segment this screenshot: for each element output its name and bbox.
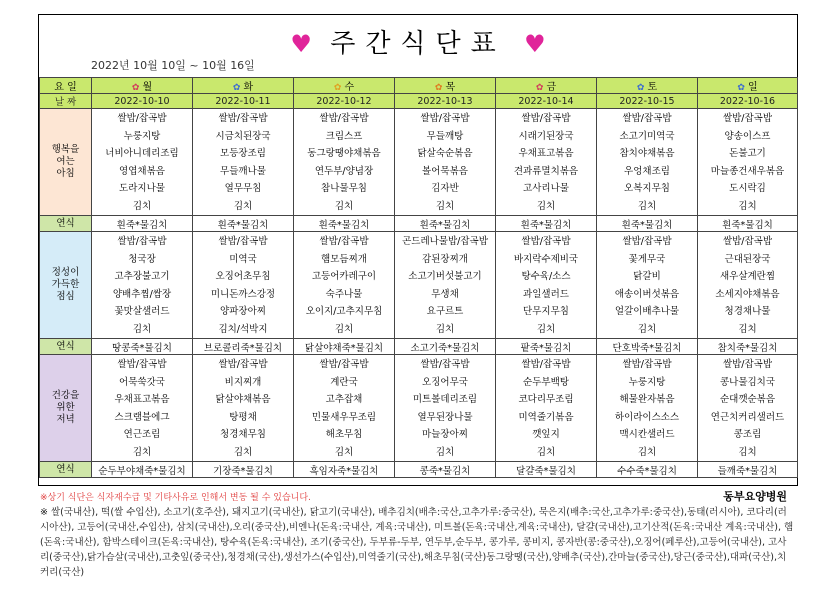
- breakfast-cell-2: [294, 109, 395, 216]
- menu-item: 해초무침: [325, 429, 363, 440]
- menu-item: 김치: [637, 446, 657, 458]
- menu-item: 김치: [233, 200, 253, 212]
- menu-item: 도시락김: [729, 183, 766, 194]
- breakfast_snack-cell-4: 흰죽*물김치: [496, 216, 597, 232]
- breakfast_snack-row: [40, 216, 798, 232]
- lunch-cell-0: [92, 232, 193, 339]
- dinner_snack-cell-3: 콩죽*물김치: [395, 462, 496, 478]
- menu-item: 연근치커리샐러드: [710, 411, 785, 423]
- menu-item: 어묵쑥갓국: [119, 376, 165, 388]
- lunch_snack-cell-3: 소고기죽*물김치: [395, 339, 496, 355]
- menu-item: 쌀밥/잡곡밥: [722, 113, 773, 124]
- menu-item: 참나물무침: [321, 183, 367, 194]
- menu-item: 열무된장나물: [417, 411, 473, 423]
- menu-item: 무들깨나물: [220, 165, 266, 177]
- dinner-cell-4: [496, 355, 597, 462]
- dinner-cell-6: [698, 355, 798, 462]
- date-range: 2022년 10월 10일 ~ 10월 16일: [91, 59, 255, 72]
- lunch-row: [40, 232, 798, 339]
- menu-item: 닭살숙순볶음: [417, 148, 473, 159]
- breakfast_snack-cell-6: 흰죽*물김치: [698, 216, 798, 232]
- breakfast_snack-label: 연식: [40, 216, 92, 232]
- date-label-cell: 날 짜: [40, 94, 92, 109]
- breakfast_snack-cell-2: 흰죽*물김치: [294, 216, 395, 232]
- menu-item: 열무무침: [224, 183, 262, 194]
- menu-item: 무생채: [431, 288, 459, 300]
- flower-icon: ✿: [535, 83, 544, 93]
- date-cell-5: 2022-10-15: [597, 94, 698, 109]
- menu-item: 닭갈비: [633, 271, 661, 282]
- menu-item: 스크램블에그: [114, 411, 170, 423]
- heart-left-icon: ♥: [290, 30, 312, 58]
- menu-item: 깻잎지: [532, 429, 560, 440]
- day-header-1: [193, 78, 294, 94]
- menu-item: 우채표고볶음: [518, 148, 574, 159]
- menu-item: 청국장: [128, 253, 156, 265]
- flower-icon: ✿: [333, 83, 342, 93]
- menu-item: 쌀밥/잡곡밥: [218, 113, 268, 124]
- menu-item: 꽃맛살샐러드: [114, 306, 170, 317]
- menu-item: 양파장아찌: [220, 306, 266, 317]
- menu-item: 쌀밥/잡곡밥: [319, 236, 369, 247]
- breakfast_snack-cell-0: 흰죽*물김치: [92, 216, 193, 232]
- menu-item: 김치: [233, 446, 253, 458]
- menu-item: 쌀밥/잡곡밥: [722, 236, 773, 247]
- menu-item: 마늘종건새우볶음: [710, 165, 785, 177]
- breakfast-cell-6: [698, 109, 798, 216]
- day-name: 금: [546, 82, 557, 93]
- menu-item: 김치/석박지: [218, 323, 268, 335]
- menu-item: 쌀밥/잡곡밥: [622, 359, 672, 370]
- flower-icon: ✿: [131, 83, 140, 93]
- breakfast-cell-0: [92, 109, 193, 216]
- menu-item: 쌀밥/잡곡밥: [218, 359, 268, 370]
- lunch-cell-6: [698, 232, 798, 339]
- menu-item: 김치: [637, 323, 657, 335]
- breakfast-label: 행복을 여는 아침: [40, 109, 92, 216]
- menu-item: 크림스프: [325, 130, 363, 142]
- menu-item: 양배추찜/쌈장: [112, 288, 172, 300]
- menu-item: 곤드레나물밥/잡곡밥: [402, 236, 488, 247]
- menu-item: 볼어묵볶음: [422, 165, 468, 177]
- menu-item: 쌀밥/잡곡밥: [117, 359, 167, 370]
- breakfast-cell-3: [395, 109, 496, 216]
- menu-item: 연근조림: [123, 429, 161, 440]
- menu-item: 순두부백탕: [523, 376, 569, 388]
- menu-item: 오징어초무침: [215, 271, 271, 282]
- menu-item: 닭살야채볶음: [215, 394, 271, 405]
- menu-item: 고사리나물: [523, 183, 569, 194]
- menu-item: 미역줄기볶음: [518, 411, 574, 423]
- menu-item: 고추잡채: [325, 394, 363, 405]
- menu-item: 김치: [536, 323, 556, 335]
- menu-item: 청경채무침: [220, 429, 266, 440]
- heart-right-icon: ♥: [524, 30, 546, 58]
- menu-item: 쌀밥/잡곡밥: [117, 236, 167, 247]
- menu-item: 계란국: [330, 376, 358, 388]
- menu-item: 비지찌개: [224, 376, 262, 388]
- day-name: 목: [445, 82, 456, 93]
- menu-item: 우엉채조림: [624, 165, 670, 177]
- lunch_snack-cell-6: 참치죽*물김치: [698, 339, 798, 355]
- breakfast-cell-5: [597, 109, 698, 216]
- menu-item: 근대된장국: [724, 253, 771, 265]
- breakfast-row: [40, 109, 798, 216]
- menu-item: 너비아니데리조림: [105, 148, 179, 159]
- lunch-cell-5: [597, 232, 698, 339]
- menu-item: 숙주나물: [325, 288, 363, 300]
- day-name: 일: [747, 82, 758, 93]
- menu-item: 단무지무침: [523, 306, 569, 317]
- menu-item: 김자반: [431, 183, 459, 194]
- menu-item: 고등어카레구이: [311, 271, 377, 282]
- day-header-row: [40, 78, 798, 94]
- menu-item: 요구르트: [426, 306, 464, 317]
- menu-item: 탕수육/소스: [521, 271, 571, 282]
- dinner_snack-cell-4: 달걀죽*물김치: [496, 462, 597, 478]
- menu-item: 쌀밥/잡곡밥: [420, 359, 470, 370]
- menu-item: 시래기된장국: [518, 130, 574, 142]
- flower-icon: ✿: [434, 83, 443, 93]
- day-header-6: [698, 78, 798, 94]
- page-title: [39, 23, 797, 60]
- menu-item: 쌀밥/잡곡밥: [319, 359, 369, 370]
- menu-item: 맥시칸샐러드: [619, 429, 675, 440]
- menu-item: 동그랑땡야채볶음: [307, 148, 381, 159]
- day-header-3: [395, 78, 496, 94]
- menu-item: 무들깨탕: [426, 130, 464, 142]
- menu-item: 쌀밥/잡곡밥: [319, 113, 369, 124]
- menu-item: 김치: [738, 323, 757, 335]
- menu-item: 민물새우무조림: [311, 411, 377, 423]
- menu-item: 바지락수제비국: [513, 253, 579, 265]
- breakfast_snack-cell-5: 흰죽*물김치: [597, 216, 698, 232]
- breakfast-cell-4: [496, 109, 597, 216]
- menu-item: 양송이스프: [724, 130, 771, 142]
- menu-item: 미니돈까스강정: [210, 288, 276, 300]
- menu-item: 과일샐러드: [523, 288, 569, 300]
- menu-item: 하이라이스소스: [614, 411, 680, 423]
- dinner-cell-1: [193, 355, 294, 462]
- date-cell-2: 2022-10-12: [294, 94, 395, 109]
- day-header-2: [294, 78, 395, 94]
- menu-item: 김치: [637, 200, 657, 212]
- menu-item: 견과류멸치볶음: [513, 165, 579, 177]
- lunch_snack-row: [40, 339, 798, 355]
- lunch_snack-cell-0: 땅콩죽*물김치: [92, 339, 193, 355]
- menu-item: 김치: [334, 323, 354, 335]
- dinner-cell-3: [395, 355, 496, 462]
- dinner_snack-cell-2: 흑임자죽*물김치: [294, 462, 395, 478]
- menu-item: 김치: [435, 446, 455, 458]
- menu-item: 소고기미역국: [619, 130, 675, 142]
- lunch-cell-4: [496, 232, 597, 339]
- dinner-cell-0: [92, 355, 193, 462]
- date-cell-1: 2022-10-11: [193, 94, 294, 109]
- menu-table: [39, 77, 798, 478]
- menu-item: 김치: [334, 200, 354, 212]
- lunch_snack-cell-1: 브로콜리죽*물김치: [193, 339, 294, 355]
- menu-item: 김치: [435, 200, 455, 212]
- title-text: 주간식단표: [330, 29, 506, 59]
- lunch-cell-3: [395, 232, 496, 339]
- flower-icon: ✿: [232, 83, 241, 93]
- day-name: 수: [344, 82, 355, 93]
- menu-item: 쌀밥/잡곡밥: [622, 113, 672, 124]
- menu-item: 코다리무조림: [518, 394, 574, 405]
- dinner-label: 건강을 위한 저녁: [40, 355, 92, 462]
- menu-item: 오복지무침: [624, 183, 670, 194]
- day-header-0: [92, 78, 193, 94]
- dinner_snack-label: 연식: [40, 462, 92, 478]
- breakfast_snack-cell-1: 흰죽*물김치: [193, 216, 294, 232]
- menu-item: 누룽지탕: [123, 130, 161, 142]
- menu-item: 꽃게무국: [628, 253, 666, 265]
- menu-item: 영엽채볶음: [119, 165, 165, 177]
- menu-item: 쌀밥/잡곡밥: [420, 113, 470, 124]
- menu-item: 콩조림: [733, 429, 762, 440]
- menu-item: 얼갈이배추나물: [614, 306, 680, 317]
- menu-item: 쌀밥/잡곡밥: [521, 236, 571, 247]
- dinner_snack-row: [40, 462, 798, 478]
- menu-item: 순대깻순볶음: [719, 394, 776, 405]
- flower-icon: ✿: [636, 83, 645, 93]
- menu-item: 고추장불고기: [114, 271, 170, 282]
- menu-item: 쌀밥/잡곡밥: [218, 236, 268, 247]
- hospital-name: 동부요양병원: [723, 490, 787, 503]
- origin-info: ※ 쌀(국내산), 떡(쌀 수입산), 소고기(호주산), 돼지고기(국내산), 닭고기(국내산), 배추김치(배추:국산,고추가루:중국산), 묵은지(배추:국산,고추가루:중국산),동태(러시아), 코다리(러시아산), 고등어(국내산,수입산), 삼치(국내산),오리(중국산),비엔나(돈육:국내산, 계육:국내산), 미트볼(돈육:국내산,계육:국내산), 달걀(국내산),고기산적(돈육:국내산 계육:국내산), 햄(돈육:국내산), 함박스테이크(돈육:국내산), 탕수육(돈육:국내산), 조기(중국산), 두부류-두부, 연두부,순두부, 콩가루, 콩비지, 콩자반(콩:중국산),오징어(페루산),고등어(국내산), 고사리(중국산),닭가슴살(국내산),고춧잎(중국산),청경채(국산),생선가스(수입산),미역줄기(국산),해초무침(국산)동그랑땡(국산),양배추(국산),간마늘(중국산),당근(중국산),대파(국산),치커리(국산): [40, 507, 794, 578]
- menu-item: 감된장찌개: [422, 253, 468, 265]
- menu-item: 김치: [536, 446, 556, 458]
- menu-item: 김치: [536, 200, 556, 212]
- lunch_snack-cell-2: 닭살야채죽*물김치: [294, 339, 395, 355]
- day-header-5: [597, 78, 698, 94]
- menu-item: 김치: [435, 323, 455, 335]
- date-cell-6: 2022-10-16: [698, 94, 798, 109]
- menu-item: 돈불고기: [729, 148, 766, 159]
- menu-item: 김치: [132, 446, 152, 458]
- lunch-cell-2: [294, 232, 395, 339]
- lunch-cell-1: [193, 232, 294, 339]
- menu-item: 쌀밥/잡곡밥: [117, 113, 167, 124]
- menu-item: 소세지야채볶음: [715, 288, 780, 300]
- date-header-row: [40, 94, 798, 109]
- notice-text: ※상기 식단은 식자재수급 및 기타사유로 인해서 변동 될 수 있습니다.: [40, 493, 311, 503]
- menu-item: 누룽지탕: [628, 376, 666, 388]
- breakfast-cell-1: [193, 109, 294, 216]
- menu-item: 오이지/고추지무침: [305, 306, 383, 317]
- menu-item: 소고기버섯불고기: [408, 271, 482, 282]
- menu-item: 해물완자볶음: [619, 394, 675, 405]
- day-header-4: [496, 78, 597, 94]
- menu-item: 도라지나물: [119, 183, 165, 194]
- menu-item: 새우살계란찜: [719, 271, 776, 282]
- lunch-label: 정성이 가득한 점심: [40, 232, 92, 339]
- dinner-cell-2: [294, 355, 395, 462]
- day-name: 월: [142, 82, 153, 93]
- dinner_snack-cell-0: 순두부야채죽*물김치: [92, 462, 193, 478]
- date-cell-4: 2022-10-14: [496, 94, 597, 109]
- day-name: 화: [243, 82, 254, 93]
- lunch_snack-cell-5: 단호박죽*물김치: [597, 339, 698, 355]
- menu-item: 김치: [738, 200, 757, 212]
- menu-item: 미역국: [229, 253, 257, 265]
- menu-item: 청경채나물: [724, 306, 771, 317]
- menu-item: 우채표고볶음: [114, 394, 170, 405]
- menu-item: 연두부/양념장: [314, 165, 374, 177]
- dinner_snack-cell-5: 수수죽*물김치: [597, 462, 698, 478]
- menu-item: 쌀밥/잡곡밥: [521, 113, 571, 124]
- breakfast_snack-cell-3: 흰죽*물김치: [395, 216, 496, 232]
- date-cell-3: 2022-10-13: [395, 94, 496, 109]
- menu-item: 콩나물김치국: [719, 376, 776, 388]
- menu-item: 탕평채: [229, 411, 257, 423]
- menu-item: 쌀밥/잡곡밥: [521, 359, 571, 370]
- menu-item: 김치: [132, 200, 152, 212]
- dinner_snack-cell-1: 기장죽*물김치: [193, 462, 294, 478]
- flower-icon: ✿: [737, 83, 745, 93]
- lunch_snack-label: 연식: [40, 339, 92, 355]
- menu-item: 모등장조림: [220, 148, 266, 159]
- dinner_snack-cell-6: 들깨죽*물김치: [698, 462, 798, 478]
- menu-item: 마늘장아찌: [422, 429, 468, 440]
- menu-item: 김치: [738, 446, 757, 458]
- date-cell-0: 2022-10-10: [92, 94, 193, 109]
- day-name: 토: [647, 82, 658, 93]
- menu-item: 애송이버섯볶음: [614, 288, 680, 300]
- menu-item: 시금치된장국: [215, 130, 271, 142]
- menu-item: 김치: [132, 323, 152, 335]
- menu-item: 오징어무국: [422, 376, 468, 388]
- menu-item: 미트볼데리조림: [412, 394, 478, 405]
- menu-item: 쌀밥/잡곡밥: [622, 236, 672, 247]
- lunch_snack-cell-4: 팥죽*물김치: [496, 339, 597, 355]
- day-label-cell: 요 일: [40, 78, 92, 94]
- menu-frame: [38, 14, 798, 486]
- dinner-cell-5: [597, 355, 698, 462]
- menu-item: 쌀밥/잡곡밥: [722, 359, 773, 370]
- menu-item: 참치야채볶음: [619, 148, 675, 159]
- menu-item: 햄모듬찌개: [321, 253, 367, 265]
- menu-item: 김치: [334, 446, 354, 458]
- dinner-row: [40, 355, 798, 462]
